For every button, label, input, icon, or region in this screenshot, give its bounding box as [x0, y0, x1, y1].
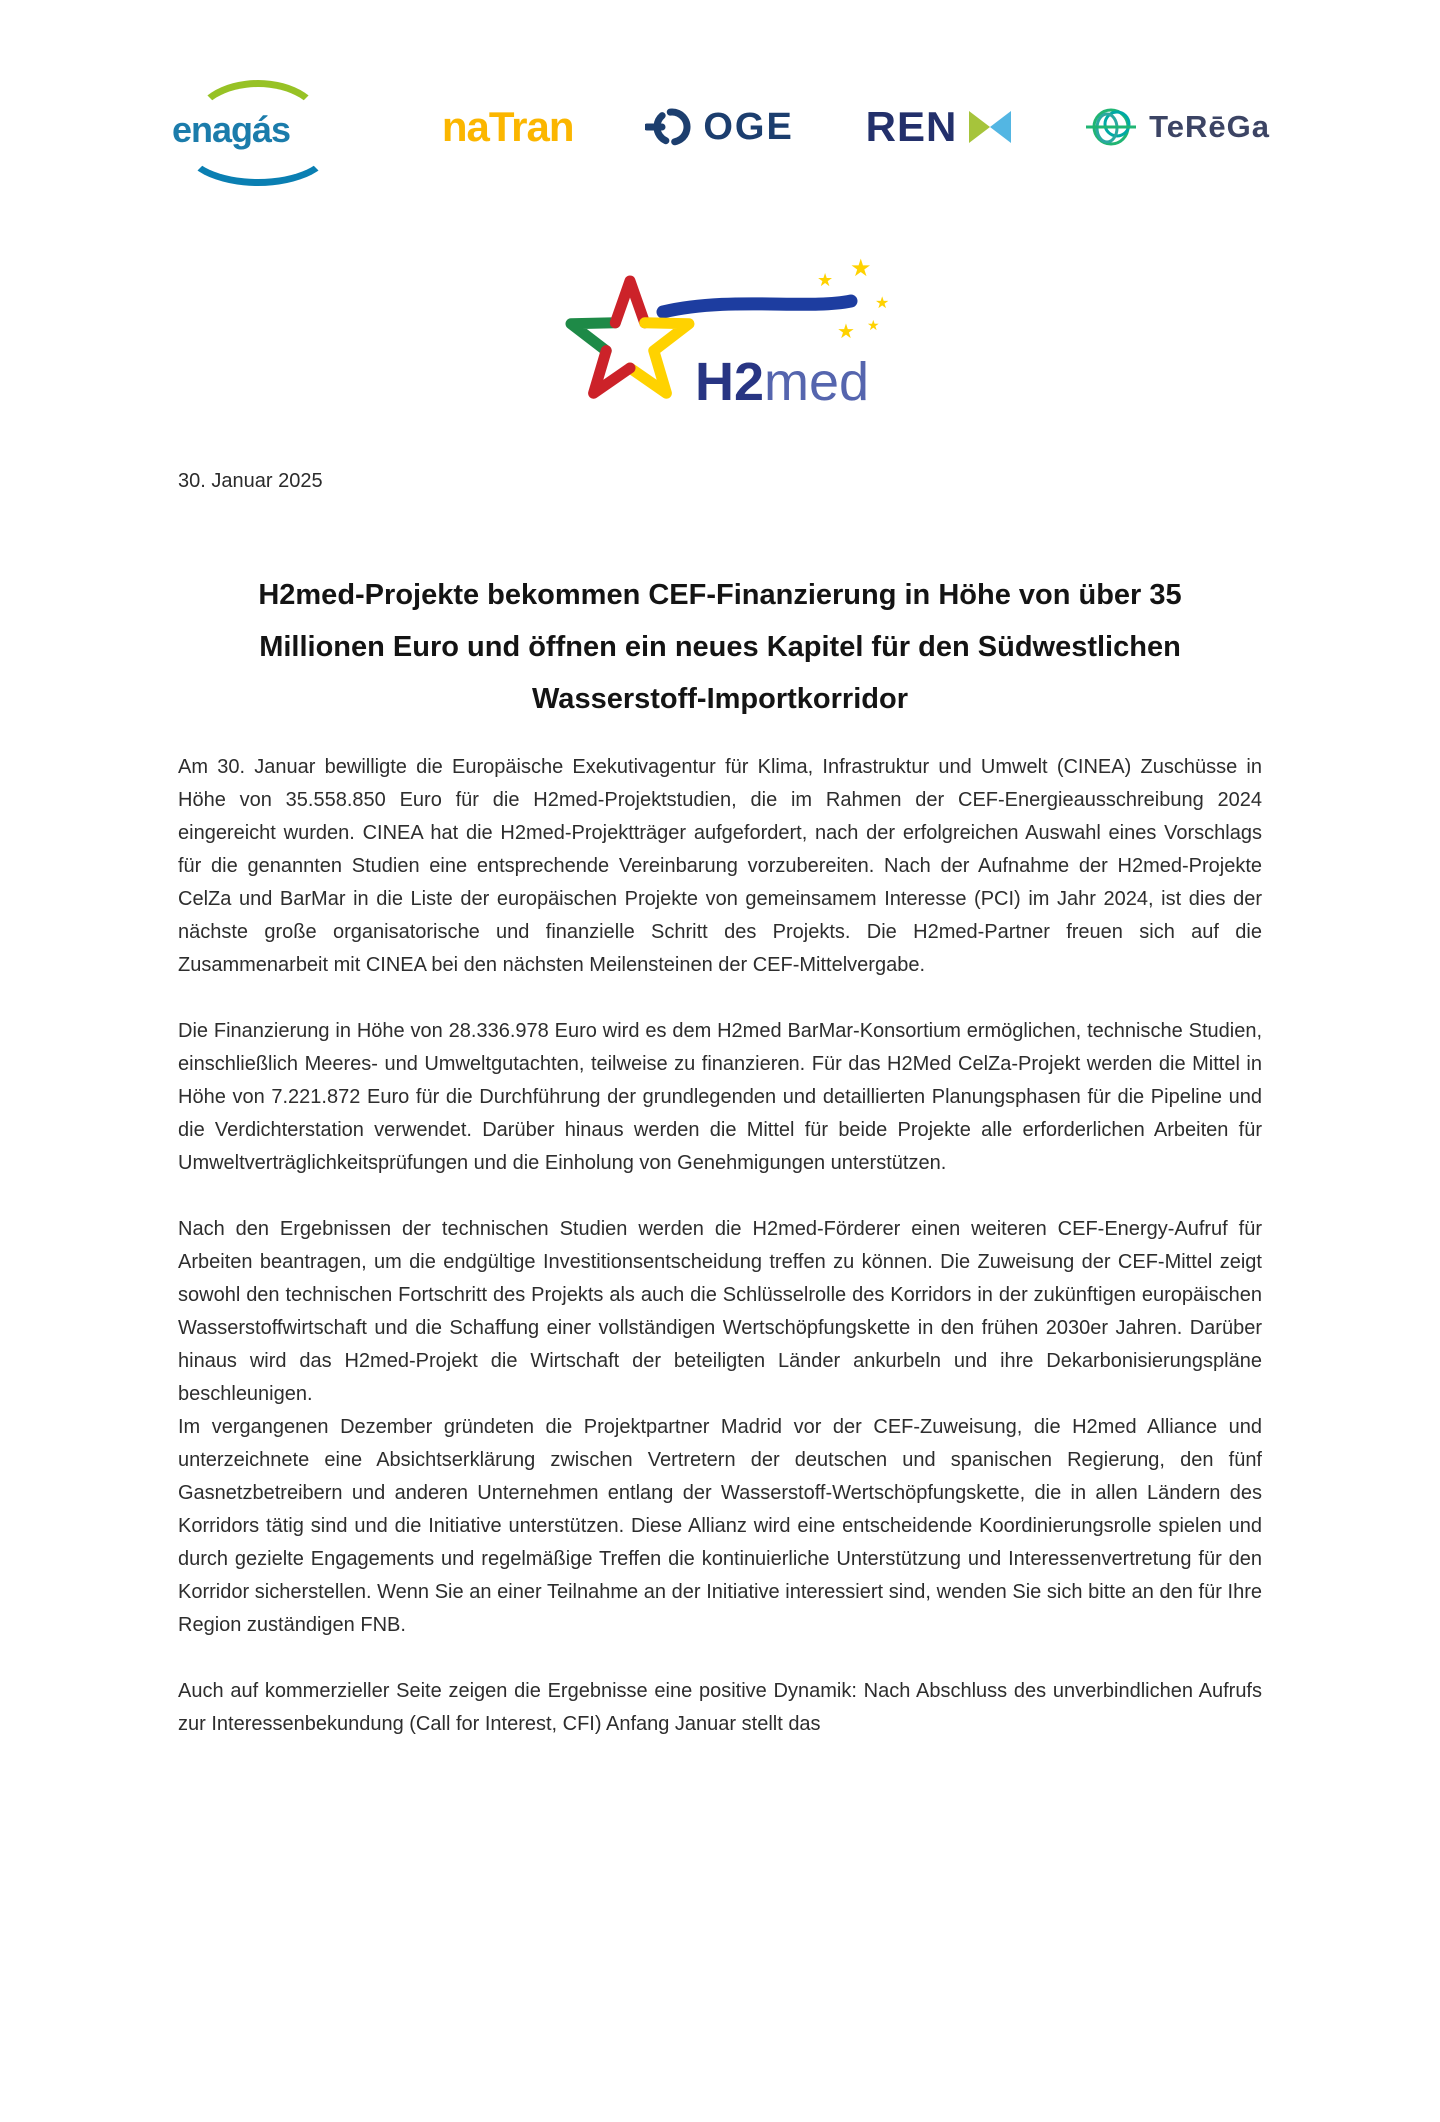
oge-logo — [645, 103, 793, 151]
h2med-star-icon — [545, 248, 895, 426]
paragraph-commercial-momentum: Auch auf kommerzieller Seite zeigen die Ergebnisse eine positive Dynamik: Nach Abschluss des unverbindlichen Aufrufs zur Interessenbekundung (Call for Interest, CFI) Anfang Januar stellt das — [178, 1680, 1262, 1735]
partner-logo-row — [170, 84, 1270, 170]
paragraph-next-cef-call: Nach den Ergebnissen der technischen Studien werden die H2med-Förderer einen weiteren CEF-Energy-Aufruf für Arbeiten beantragen, um die endgültige Investitionsentscheidung treffen zu können. Die Zuweisung der CEF-Mittel zeigt sowohl den technischen Fortschritt des Projekts als auch die Schlüsselrolle des Korridors in der zukünftigen europäischen Wasserstoffwirtschaft und die Schaffung einer vollständigen Wertschöpfungskette in den frühen 2030er Jahren. Darüber hinaus wird das H2med-Projekt die Wirtschaft der beteiligten Länder ankurbeln und ihre Dekarbonisierungspläne beschleunigen. — [178, 1218, 1262, 1405]
sparkle-star-icon: ★ — [850, 255, 872, 282]
paragraph-funding-approval: Am 30. Januar bewilligte die Europäische Exekutivagentur für Klima, Infrastruktur und Umwelt (CINEA) Zuschüsse in Höhe von 35.558.850 Euro für die H2med-Projektstudien, die im Rahmen der CEF-Energieausschreibung 2024 eingereicht wurden. CINEA hat die H2med-Projektträger aufgefordert, nach der erfolgreichen Auswahl eines Vorschlags für die genannten Studien eine entsprechende Vereinbarung vorzubereiten. Nach der Aufnahme der H2med-Projekte CelZa und BarMar in die Liste der europäischen Projekte von gemeinsamem Interesse (PCI) im Jahr 2024, ist dies der nächste große organisatorische und finanzielle Schritt des Projekts. Die H2med-Partner freuen sich auf die Zusammenarbeit mit CINEA bei den nächsten Meilensteinen der CEF-Mittelvergabe. — [178, 756, 1262, 976]
h2med-logo — [545, 248, 895, 426]
sparkle-star-icon: ★ — [867, 317, 880, 333]
natran-wordmark: naTran — [441, 103, 574, 150]
sparkle-star-icon: ★ — [875, 295, 890, 312]
ren-logo — [866, 103, 1012, 151]
ren-bowtie-icon — [969, 111, 1011, 143]
headline: H2med-Projekte bekommen CEF-Finanzierung in Höhe von über 35 Millionen Euro und öffnen ein neues Kapitel für den Südwestlichen Wasserstoff-Importkorridor — [258, 579, 1182, 715]
h2med-wordmark: H2med — [695, 352, 870, 412]
paragraph-h2med-alliance: Im vergangenen Dezember gründeten die Projektpartner Madrid vor der CEF-Zuweisung, die H2med Alliance und unterzeichnete eine Absichtserklärung zwischen Vertretern der deutschen und spanischen Regierung, den fünf Gasnetzbetreibern und anderen Unternehmen entlang der Wasserstoff-Wertschöpfungskette, die in allen Ländern des Korridors tätig sind und die Initiative unterstützen. Diese Allianz wird eine entscheidende Koordinierungsrolle spielen und durch gezielte Engagements und regelmäßige Treffen die kontinuierliche Unterstützung und Interessenvertretung für den Korridor sicherstellen. Wenn Sie an einer Teilnahme an der Initiative interessiert sind, wenden Sie sich bitte an den für Ihre Region zuständigen FNB. — [178, 1416, 1262, 1636]
paragraph-barmar-celza-funding: Die Finanzierung in Höhe von 28.336.978 Euro wird es dem H2med BarMar-Konsortium ermöglichen, technische Studien, einschließlich Meeres- und Umweltgutachten, teilweise zu finanzieren. Für das H2Med CelZa-Projekt werden die Mittel in Höhe von 7.221.872 Euro für die Durchführung der grundlegenden und detaillierten Planungsphasen für die Pipeline und die Verdichterstation verwendet. Darüber hinaus werden die Mittel für beide Projekte alle erforderlichen Arbeiten für Umweltverträglichkeitsprüfungen und die Einholung von Genehmigungen unterstützen. — [178, 1020, 1262, 1174]
terega-wordmark: TeRēGa — [1149, 109, 1270, 144]
terega-globe-icon — [1083, 99, 1139, 155]
enagas-wordmark: enagás — [172, 109, 291, 150]
enagas-logo — [170, 84, 370, 170]
sparkle-star-icon: ★ — [837, 321, 855, 343]
oge-wordmark: OGE — [703, 105, 794, 148]
terega-logo — [1083, 99, 1270, 155]
document-date: 30. Januar 2025 — [178, 470, 323, 492]
article-body — [178, 751, 1262, 1741]
natran-logo — [442, 103, 574, 151]
oge-circle-icon — [645, 103, 693, 151]
sparkle-star-icon: ★ — [817, 270, 834, 290]
ren-wordmark: REN — [865, 103, 958, 150]
